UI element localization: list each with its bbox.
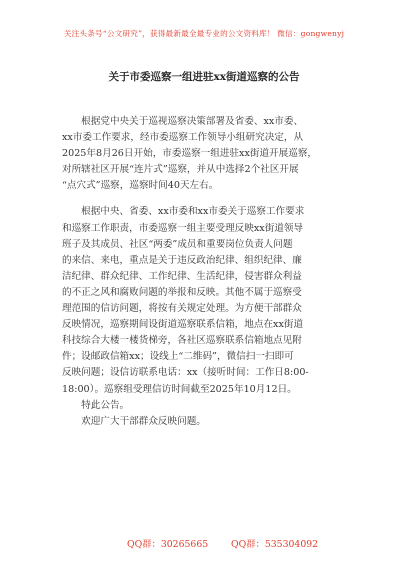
text-line: 反映情况，巡察期间设街道巡察联系信箱，地点在xx街道 bbox=[62, 319, 304, 331]
text-line: “点穴式”巡察，巡察时间40天左右。 bbox=[62, 180, 219, 192]
paragraph bbox=[62, 114, 362, 194]
text-line: 欢迎广大干部群众反映问题。 bbox=[62, 415, 206, 427]
document-body bbox=[62, 114, 362, 430]
qq-group-2: QQ群：535304092 bbox=[231, 539, 319, 550]
text-line: xx市委工作要求，经市委巡察工作领导小组研究决定，从 bbox=[62, 132, 304, 144]
paragraph bbox=[62, 398, 362, 414]
text-line: 理范围的信访问题，将按有关规定处理。为方便干部群众 bbox=[62, 303, 302, 315]
paragraph bbox=[62, 204, 362, 397]
qq-group-1: QQ群：30265665 bbox=[127, 539, 209, 550]
paragraph bbox=[62, 414, 362, 430]
text-line: 的不正之风和腐败问题的举报和反映。其他不属于巡察受 bbox=[62, 286, 302, 298]
text-line: 根据党中央关于巡视巡察决策部署及省委、xx市委、 bbox=[62, 116, 304, 127]
text-line: 洁纪律、群众纪律、工作纪律、生活纪律，侵害群众利益 bbox=[62, 270, 302, 282]
text-line: 18:00）。巡察组受理信访时间截至2025年10月12日。 bbox=[62, 383, 297, 395]
document-title: 关于市委巡察一组进驻xx街道巡察的公告 bbox=[108, 71, 300, 83]
text-line: 和巡察工作职责，市委巡察一组主要受理反映xx街道领导 bbox=[62, 222, 304, 234]
text-line: 科技综合大楼一楼货梯旁，各社区巡察联系信箱地点见附 bbox=[62, 335, 302, 347]
text-line: 2025年8月26日开始，市委巡察一组进驻xx街道开展巡察， bbox=[62, 148, 318, 160]
text-line: 特此公告。 bbox=[62, 399, 130, 411]
text-line: 的来信、来电，重点是关于违反政治纪律、组织纪律、廉 bbox=[62, 254, 302, 266]
text-line: 反映问题；设信访联系电话：xx（接听时间：工作日8:00- bbox=[62, 367, 309, 379]
text-line: 班子及其成员、社区“两委”成员和重要岗位负责人问题 bbox=[62, 238, 293, 250]
text-line: 对所辖社区开展“连片式”巡察，并从中选择2个社区开展 bbox=[62, 164, 299, 176]
header-banner: 关注头条号“公文研究”，获得最新最全最专业的公文资料库！ 微信：gongwenyj bbox=[63, 29, 345, 38]
text-line: 件；设邮政信箱xx；设线上“二维码”，微信扫一扫即可 bbox=[62, 351, 294, 363]
text-line: 根据中央、省委、xx市委和xx市委关于巡察工作要求 bbox=[62, 206, 305, 218]
